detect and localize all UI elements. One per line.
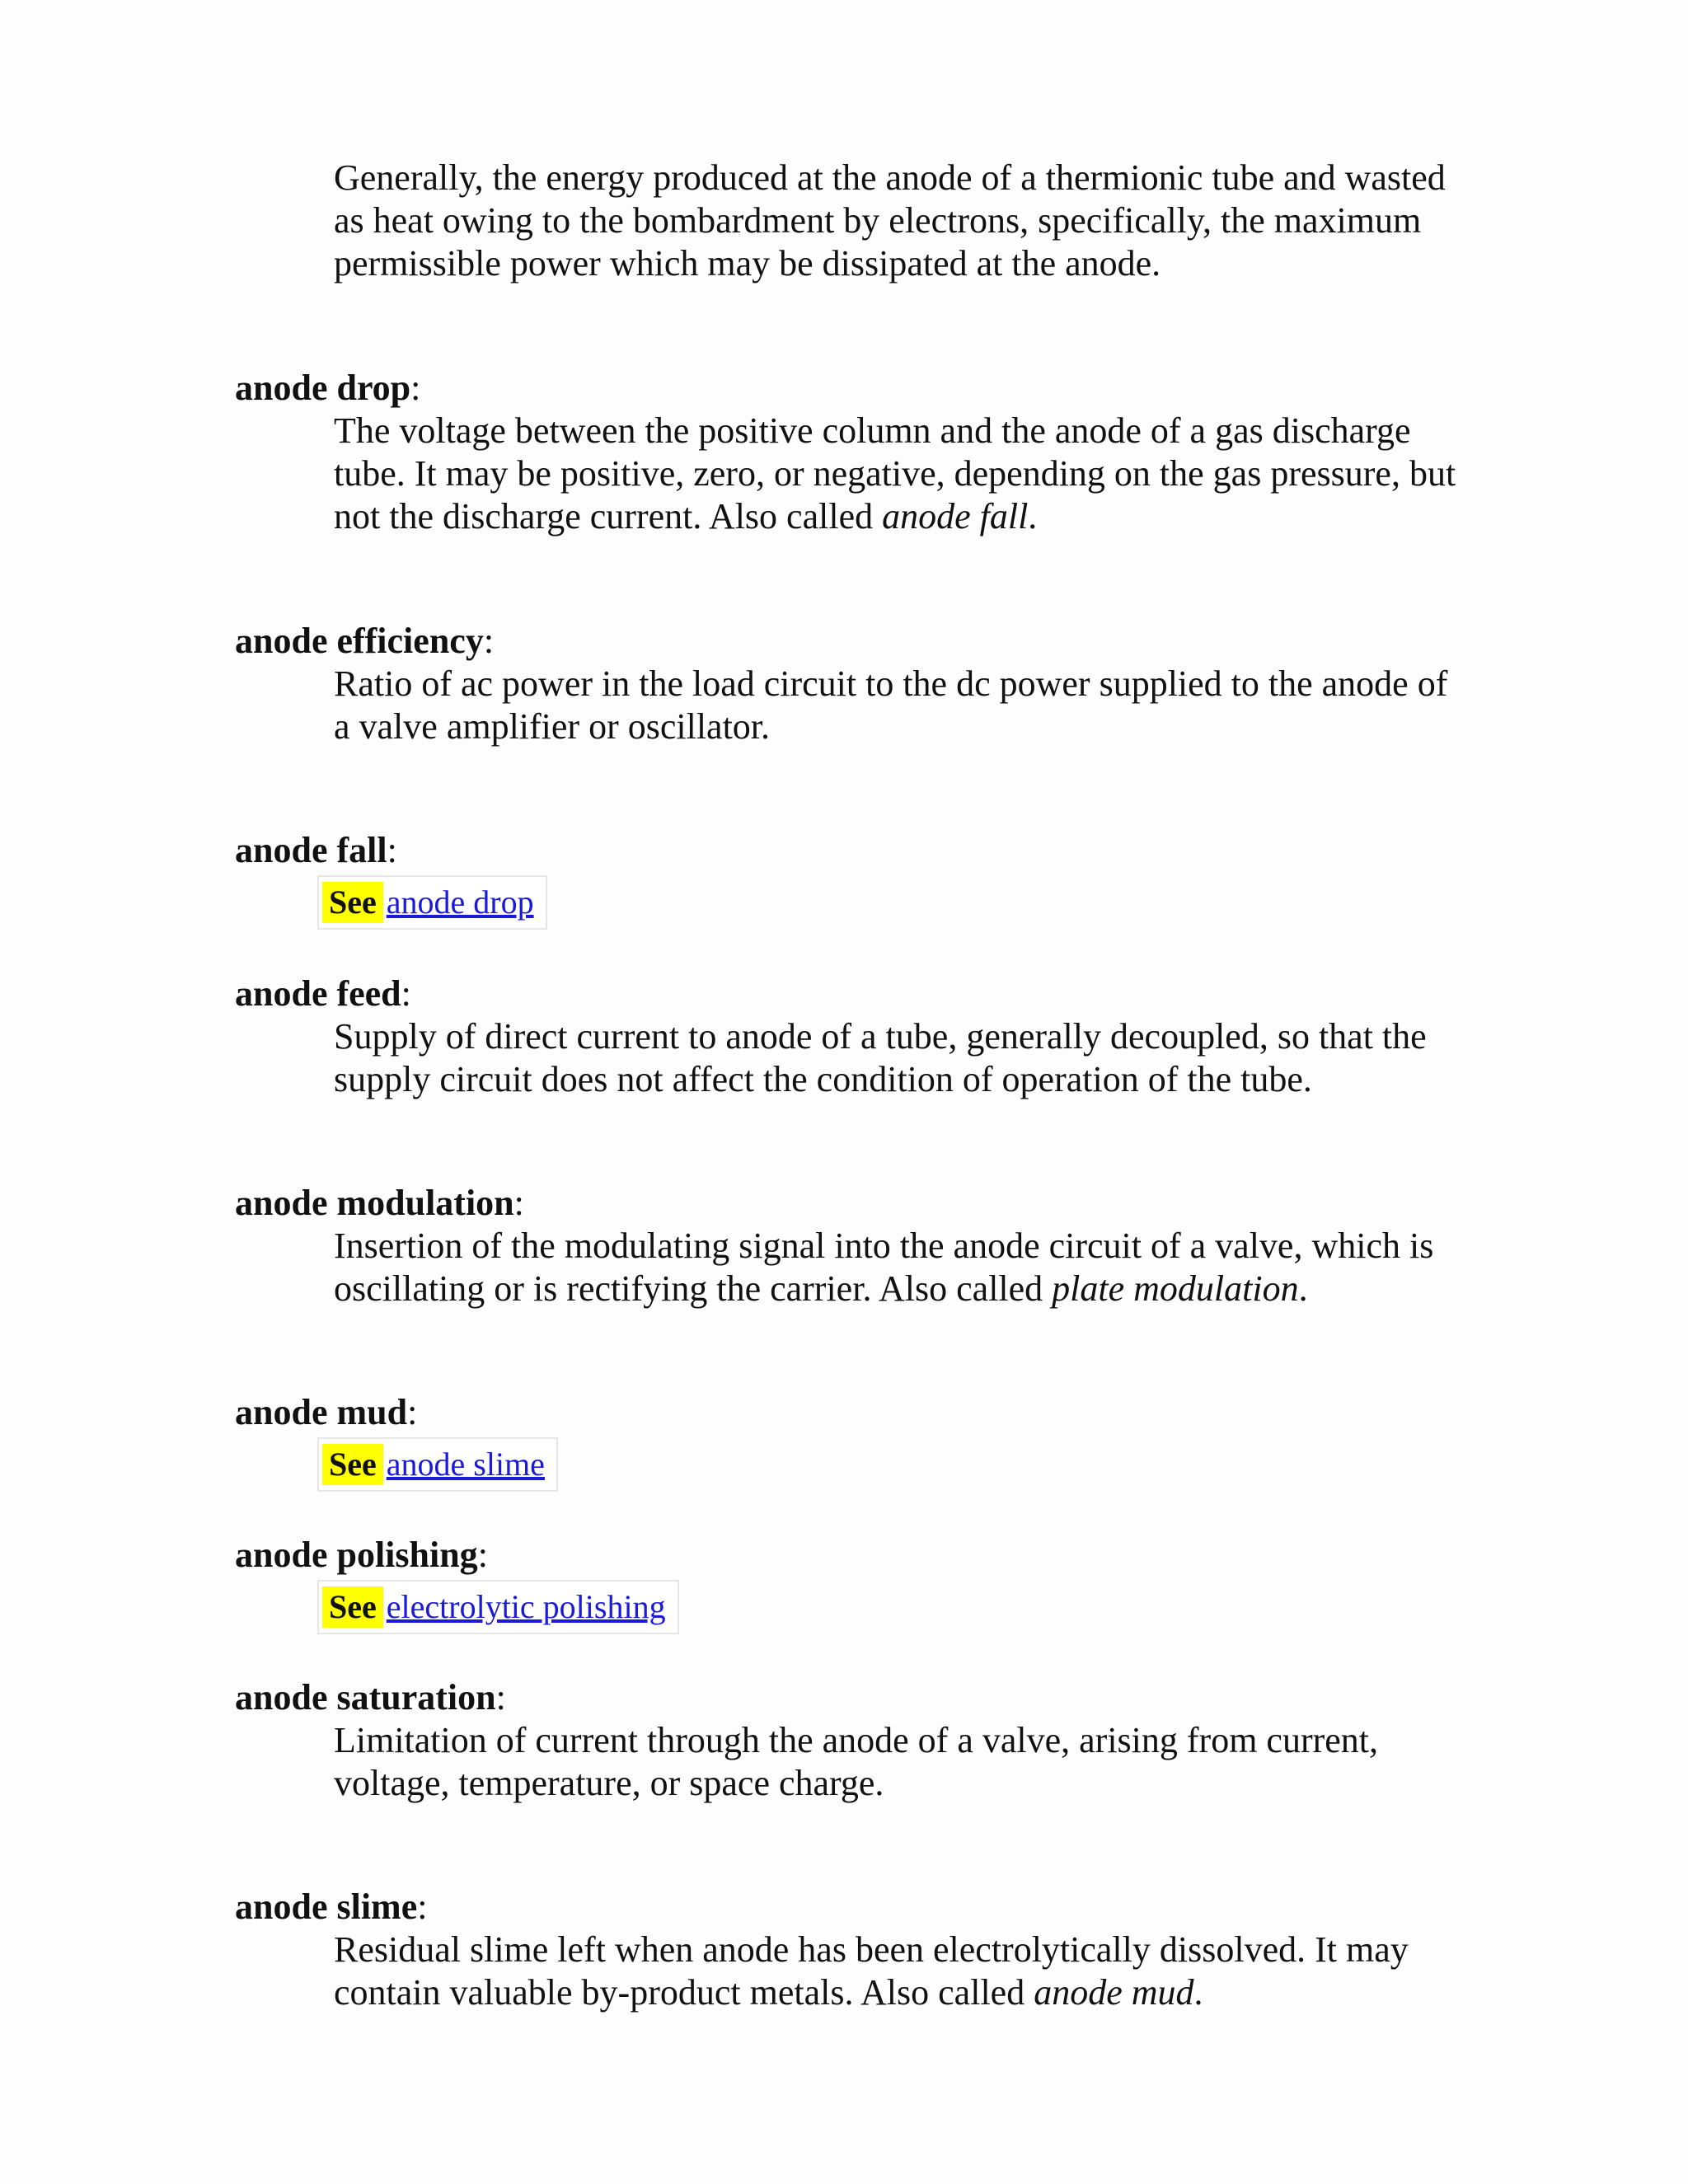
see-label: See [322,1444,383,1485]
term-name: anode mud [235,1392,408,1432]
see-reference [317,1437,558,1492]
see-link-anode-drop[interactable]: anode drop [386,883,534,921]
term-name: anode efficiency [235,621,484,661]
term-heading: anode saturation: [235,1677,506,1718]
see-link-electrolytic-polishing[interactable]: electrolytic polishing [386,1588,666,1625]
entry-anode-drop [235,367,1471,538]
entry-anode-modulation [235,1182,1471,1310]
term-definition: Supply of direct current to anode of a tube, generally decoupled, so that the supply circuit does not affect the condition of operation of the tube. [334,1016,1427,1099]
entry-anode-polishing [235,1534,1471,1634]
term-definition: The voltage between the positive column and the anode of a gas discharge tube. It may be positive, zero, or negative, depending on the gas pressure, but not the discharge current. Also called anode fall. [334,410,1456,537]
alias-term: anode fall [882,496,1029,537]
term-heading: anode efficiency: [235,621,495,661]
term-name: anode fall [235,830,387,870]
entry-anode-fall [235,829,1471,930]
see-label: See [322,1586,383,1628]
entry-anode-slime [235,1886,1471,2014]
term-definition: Limitation of current through the anode of a valve, arising from current, voltage, temperature, or space charge. [334,1720,1379,1803]
alias-term: anode mud [1034,1972,1194,2013]
term-name: anode drop [235,368,411,408]
term-heading: anode drop: [235,368,421,408]
see-link-anode-slime[interactable]: anode slime [386,1446,545,1483]
term-name: anode polishing [235,1535,478,1575]
term-heading: anode modulation: [235,1183,524,1223]
see-label: See [322,882,383,923]
see-reference [317,1580,679,1634]
term-name: anode saturation [235,1677,496,1718]
term-definition: Residual slime left when anode has been electrolytically dissolved. It may contain valuable by-product metals. Also called anode mud. [334,1929,1409,2013]
entry-anode-mud [235,1391,1471,1492]
term-definition: Insertion of the modulating signal into the anode circuit of a valve, which is oscillating or is rectifying the carrier. Also called plate modulation. [334,1226,1434,1309]
entry-anode-feed [235,972,1471,1101]
term-name: anode modulation [235,1183,514,1223]
term-heading: anode feed: [235,973,411,1014]
term-definition: Ratio of ac power in the load circuit to the dc power supplied to the anode of a valve amplifier or oscillator. [334,663,1448,747]
term-heading: anode slime: [235,1886,428,1927]
entry-anode-efficiency [235,620,1471,748]
lead-definition: Generally, the energy produced at the anode of a thermionic tube and wasted as heat owing to the bombardment by electrons, specifically, the maximum permissible power which may be dissipated at the anode. [334,157,1446,284]
entry-anode-saturation [235,1676,1471,1805]
term-name: anode feed [235,973,401,1014]
term-heading: anode fall: [235,830,397,870]
alias-term: plate modulation [1052,1268,1299,1309]
term-name: anode slime [235,1886,418,1927]
term-heading: anode mud: [235,1392,418,1432]
see-reference [317,875,547,930]
term-heading: anode polishing: [235,1535,488,1575]
